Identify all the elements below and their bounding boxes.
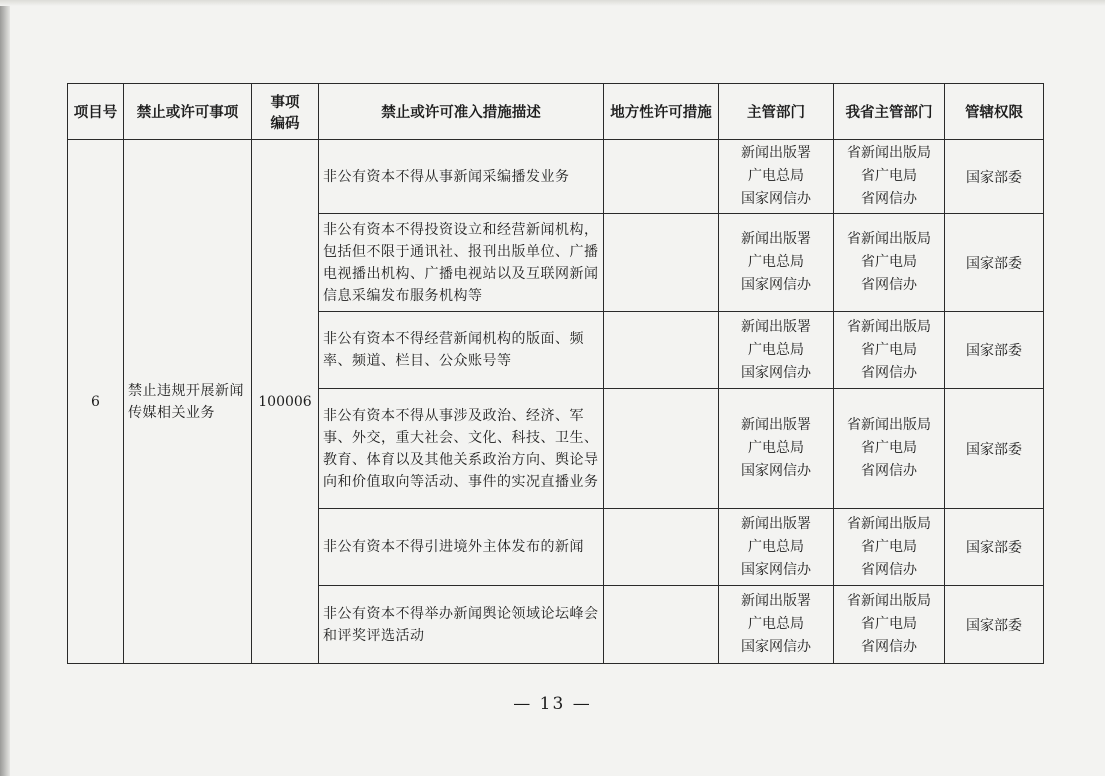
local-measure-cell (604, 140, 719, 214)
header-jurisdiction: 管辖权限 (945, 84, 1044, 140)
prov-dept-line: 省网信办 (861, 639, 917, 655)
local-measure-cell (604, 509, 719, 586)
jurisdiction-cell: 国家部委 (945, 312, 1044, 389)
prov-dept-cell (834, 586, 945, 664)
dept-line: 新闻出版署 (741, 145, 811, 161)
matter-cell: 禁止违规开展新闻传媒相关业务 (124, 140, 252, 664)
local-measure-cell (604, 214, 719, 312)
header-matter: 禁止或许可事项 (124, 84, 252, 140)
prov-dept-line: 省网信办 (861, 277, 917, 293)
dept-line: 广电总局 (748, 341, 804, 358)
description-cell: 非公有资本不得从事新闻采编播发业务 (319, 140, 604, 214)
dept-line: 广电总局 (748, 616, 804, 632)
header-code-line1: 事项 (270, 94, 300, 111)
description-cell: 非公有资本不得投资设立和经营新闻机构，包括但不限于通讯社、报刊出版单位、广播电视播出机构、广播电视站以及互联网新闻信息采编发布服务机构等 (319, 214, 604, 312)
prov-dept-line: 省网信办 (861, 561, 917, 578)
jurisdiction-cell: 国家部委 (945, 509, 1044, 586)
dept-cell (719, 312, 834, 389)
prov-dept-cell (834, 509, 945, 586)
prov-dept-line: 省网信办 (861, 364, 917, 381)
prov-dept-line: 省新闻出版局 (847, 145, 931, 161)
header-dept: 主管部门 (719, 84, 834, 140)
item-no-cell: 6 (68, 140, 124, 664)
prov-dept-line: 省新闻出版局 (847, 417, 931, 433)
prov-dept-line: 省广电局 (861, 538, 917, 555)
description-cell: 非公有资本不得从事涉及政治、经济、军事、外交，重大社会、文化、科技、卫生、教育、体育以及其他关系政治方向、舆论导向和价值取向等活动、事件的实况直播业务 (319, 389, 604, 509)
dept-line: 国家网信办 (741, 191, 811, 207)
dept-line: 国家网信办 (741, 639, 811, 655)
dept-line: 新闻出版署 (741, 318, 811, 335)
description-cell: 非公有资本不得引进境外主体发布的新闻 (319, 509, 604, 586)
dept-line: 国家网信办 (741, 561, 811, 578)
page-top-shade (0, 0, 1105, 6)
prov-dept-line: 省新闻出版局 (847, 593, 931, 609)
prov-dept-line: 省广电局 (861, 168, 917, 184)
dept-line: 广电总局 (748, 538, 804, 555)
prov-dept-line: 省网信办 (861, 191, 917, 207)
dept-line: 新闻出版署 (741, 593, 811, 609)
dept-line: 国家网信办 (741, 277, 811, 293)
jurisdiction-cell: 国家部委 (945, 389, 1044, 509)
dept-line: 新闻出版署 (741, 231, 811, 247)
prov-dept-line: 省广电局 (861, 341, 917, 358)
header-code (252, 84, 319, 140)
header-description: 禁止或许可准入措施描述 (319, 84, 604, 140)
table-row (68, 140, 1044, 214)
dept-line: 新闻出版署 (741, 417, 811, 433)
prov-dept-cell (834, 312, 945, 389)
page-number: — 13 — (513, 694, 592, 714)
prov-dept-line: 省新闻出版局 (847, 231, 931, 247)
prov-dept-line: 省广电局 (861, 616, 917, 632)
dept-line: 国家网信办 (741, 463, 811, 479)
dept-line: 广电总局 (748, 440, 804, 456)
dept-cell (719, 389, 834, 509)
prov-dept-line: 省新闻出版局 (847, 515, 931, 532)
jurisdiction-cell: 国家部委 (945, 586, 1044, 664)
header-code-line2: 编码 (270, 115, 300, 132)
header-local-measure: 地方性许可措施 (604, 84, 719, 140)
prov-dept-line: 省新闻出版局 (847, 318, 931, 335)
prov-dept-line: 省广电局 (861, 254, 917, 270)
prov-dept-line: 省网信办 (861, 463, 917, 479)
dept-line: 广电总局 (748, 168, 804, 184)
code-cell: 100006 (252, 140, 319, 664)
dept-cell (719, 140, 834, 214)
dept-cell (719, 509, 834, 586)
prov-dept-cell (834, 140, 945, 214)
prov-dept-line: 省广电局 (861, 440, 917, 456)
description-cell: 非公有资本不得经营新闻机构的版面、频率、频道、栏目、公众账号等 (319, 312, 604, 389)
dept-cell (719, 586, 834, 664)
local-measure-cell (604, 389, 719, 509)
local-measure-cell (604, 312, 719, 389)
prov-dept-cell (834, 389, 945, 509)
local-measure-cell (604, 586, 719, 664)
prov-dept-cell (834, 214, 945, 312)
page-binding-edge (0, 0, 10, 776)
table-header-row (68, 84, 1044, 140)
jurisdiction-cell: 国家部委 (945, 214, 1044, 312)
regulation-table (67, 83, 1044, 664)
header-prov-dept: 我省主管部门 (834, 84, 945, 140)
jurisdiction-cell: 国家部委 (945, 140, 1044, 214)
dept-line: 国家网信办 (741, 364, 811, 381)
dept-line: 广电总局 (748, 254, 804, 270)
dept-cell (719, 214, 834, 312)
header-item-no: 项目号 (68, 84, 124, 140)
description-cell: 非公有资本不得举办新闻舆论领域论坛峰会和评奖评选活动 (319, 586, 604, 664)
dept-line: 新闻出版署 (741, 515, 811, 532)
